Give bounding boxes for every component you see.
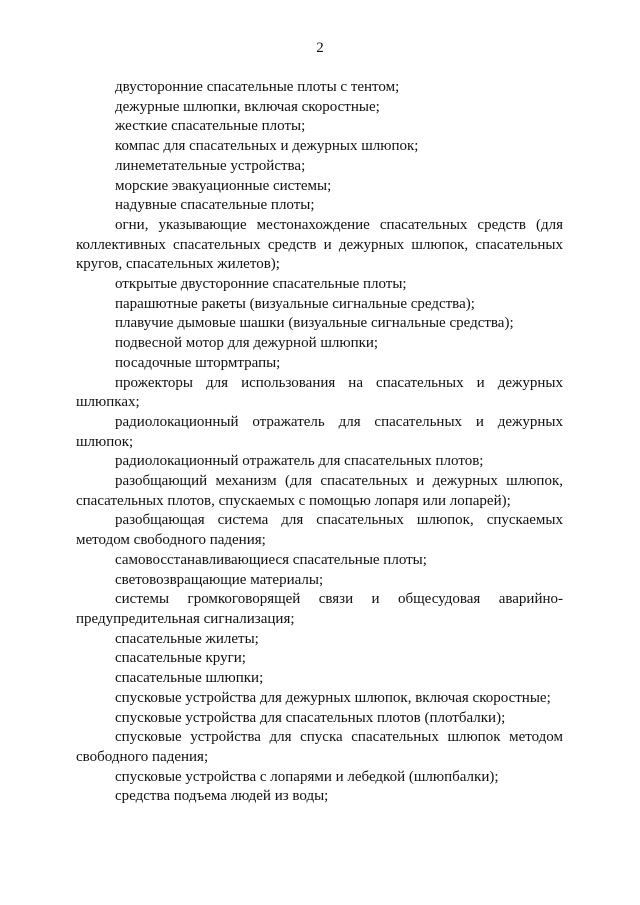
list-item: открытые двусторонние спасательные плоты; xyxy=(115,276,407,293)
list-item: дежурные шлюпки, включая скоростные; xyxy=(115,98,380,115)
list-item: спусковые устройства для спасательных плотов (плотбалки); xyxy=(115,709,506,726)
list-item: радиолокационный отражатель для спасательных и дежурных шлюпок; xyxy=(76,413,563,450)
list-item: спасательные круги; xyxy=(115,650,246,667)
list-item: разобщающий механизм (для спасательных и дежурных шлюпок, спасательных плотов, спускаемых с помощью лопаря или лопарей); xyxy=(76,473,563,509)
list-item: надувные спасательные плоты; xyxy=(115,197,315,214)
list-item: плавучие дымовые шашки (визуальные сигнальные средства); xyxy=(115,315,514,332)
list-item: подвесной мотор для дежурной шлюпки; xyxy=(115,335,379,352)
list-item: морские эвакуационные системы; xyxy=(115,177,332,194)
list-item: линеметательные устройства; xyxy=(115,157,306,174)
equipment-list xyxy=(76,78,563,807)
list-item: парашютные ракеты (визуальные сигнальные средства); xyxy=(115,295,475,312)
list-item: спусковые устройства для спуска спасательных шлюпок методом свободного падения; xyxy=(76,729,563,765)
list-item: разобщающая система для спасательных шлюпок, спускаемых методом свободного падения; xyxy=(76,512,563,549)
list-item: прожекторы для использования на спасательных и дежурных шлюпках; xyxy=(76,374,563,411)
list-item: световозвращающие материалы; xyxy=(115,571,324,588)
page-number: 2 xyxy=(316,40,324,56)
list-item: средства подъема людей из воды; xyxy=(115,788,329,805)
list-item: посадочные штормтрапы; xyxy=(115,354,281,371)
list-item: жесткие спасательные плоты; xyxy=(115,118,306,135)
list-item: спасательные жилеты; xyxy=(115,630,259,647)
list-item: двусторонние спасательные плоты с тентом; xyxy=(115,79,400,95)
list-item: огни, указывающие местонахождение спасательных средств (для коллективных спасательных средств и дежурных шлюпок, спасательных кругов, спасательных жилетов); xyxy=(76,216,563,273)
list-item: спусковые устройства с лопарями и лебедкой (шлюпбалки); xyxy=(115,768,499,785)
list-item: самовосстанавливающиеся спасательные плоты; xyxy=(115,551,427,568)
list-item: спасательные шлюпки; xyxy=(115,670,264,687)
list-item: спусковые устройства для дежурных шлюпок, включая скоростные; xyxy=(115,689,551,706)
list-item: радиолокационный отражатель для спасательных плотов; xyxy=(115,453,484,470)
list-item: компас для спасательных и дежурных шлюпок; xyxy=(115,138,419,155)
list-item: системы громкоговорящей связи и общесудовая аварийно-предупредительная сигнализация; xyxy=(76,591,563,627)
